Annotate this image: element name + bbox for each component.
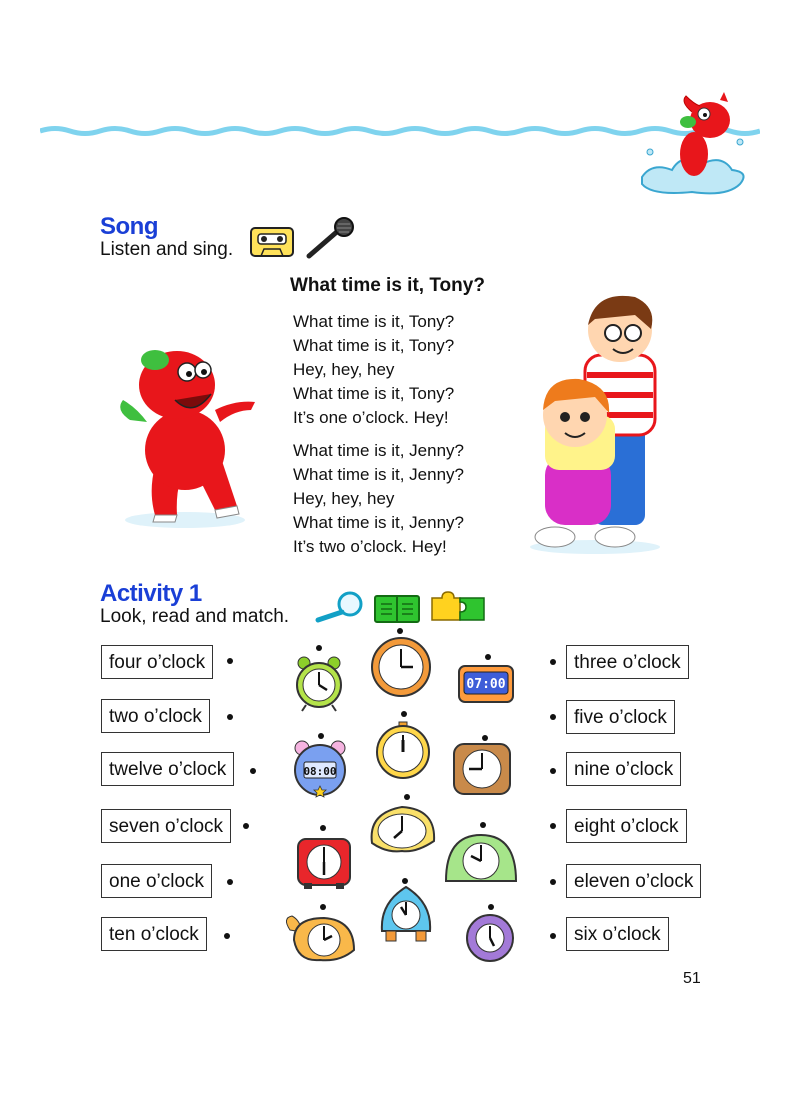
left-word-box[interactable]: ten o’clock xyxy=(101,917,207,951)
song-verse-1 xyxy=(293,310,454,430)
match-dot[interactable] xyxy=(243,823,249,829)
lyric-line: What time is it, Tony? xyxy=(293,384,455,403)
lyric-line: Hey, hey, hey xyxy=(293,489,395,508)
right-word-box[interactable]: three o’clock xyxy=(566,645,689,679)
dome-clock-icon xyxy=(442,831,520,887)
round-clock-icon xyxy=(464,912,516,964)
lyric-line: What time is it, Tony? xyxy=(293,312,455,331)
match-dot[interactable] xyxy=(404,794,410,800)
match-dot[interactable] xyxy=(224,933,230,939)
dinosaur-clock-icon xyxy=(280,910,358,966)
right-word-box[interactable]: five o’clock xyxy=(566,700,675,734)
left-word-box[interactable]: seven o’clock xyxy=(101,809,231,843)
match-dot[interactable] xyxy=(550,714,556,720)
match-dot[interactable] xyxy=(320,825,326,831)
digital-clock-time: 07:00 xyxy=(466,677,506,692)
song-instruction: Listen and sing. xyxy=(100,239,234,260)
tony-and-jenny-illustration xyxy=(515,285,665,555)
match-dot[interactable] xyxy=(550,879,556,885)
cassette-icon xyxy=(249,226,295,258)
lyric-line: Hey, hey, hey xyxy=(293,360,395,379)
match-dot[interactable] xyxy=(482,735,488,741)
match-dot[interactable] xyxy=(227,879,233,885)
song-heading: Song xyxy=(100,213,158,240)
microphone-icon xyxy=(303,216,357,260)
match-dot[interactable] xyxy=(250,768,256,774)
round-clock-icon xyxy=(375,720,431,780)
oval-clock-icon xyxy=(366,803,438,855)
book-icon xyxy=(373,594,421,624)
lyric-line: What time is it, Jenny? xyxy=(293,465,465,484)
splash-dino-illustration xyxy=(632,92,752,202)
lyric-line: It’s two o’clock. Hey! xyxy=(293,537,447,556)
song-verse-2 xyxy=(293,439,464,559)
magnifier-icon xyxy=(312,590,366,624)
left-word-box[interactable]: twelve o’clock xyxy=(101,752,234,786)
red-dinosaur-illustration xyxy=(105,330,265,530)
lyric-line: It’s one o’clock. Hey! xyxy=(293,408,449,427)
match-dot[interactable] xyxy=(485,654,491,660)
lyric-line: What time is it, Jenny? xyxy=(293,513,465,532)
right-word-box[interactable]: nine o’clock xyxy=(566,752,681,786)
lyric-line: What time is it, Jenny? xyxy=(293,441,465,460)
right-word-box[interactable]: eleven o’clock xyxy=(566,864,701,898)
activity-instruction: Look, read and match. xyxy=(100,606,290,627)
right-word-box[interactable]: eight o’clock xyxy=(566,809,687,843)
square-clock-icon xyxy=(452,742,512,796)
match-dot[interactable] xyxy=(550,768,556,774)
left-word-box[interactable]: one o’clock xyxy=(101,864,212,898)
lyric-line: What time is it, Tony? xyxy=(293,336,455,355)
match-dot[interactable] xyxy=(401,711,407,717)
box-clock-icon xyxy=(296,837,352,891)
left-word-box[interactable]: four o’clock xyxy=(101,645,213,679)
left-word-box[interactable]: two o’clock xyxy=(101,699,210,733)
match-dot[interactable] xyxy=(227,658,233,664)
round-clock-icon xyxy=(368,636,434,698)
match-dot[interactable] xyxy=(550,823,556,829)
rocket-clock-icon xyxy=(378,885,434,945)
match-dot[interactable] xyxy=(480,822,486,828)
match-dot[interactable] xyxy=(550,659,556,665)
match-dot[interactable] xyxy=(316,645,322,651)
digital-clock-time: 08:00 xyxy=(303,765,337,778)
match-dot[interactable] xyxy=(402,878,408,884)
puzzle-icon xyxy=(430,590,486,624)
match-dot[interactable] xyxy=(550,933,556,939)
match-dot[interactable] xyxy=(227,714,233,720)
digital-alarm-clock-icon xyxy=(290,738,350,800)
right-word-box[interactable]: six o’clock xyxy=(566,917,669,951)
alarm-clock-icon xyxy=(294,655,344,713)
digital-clock-icon xyxy=(457,664,515,706)
match-dot[interactable] xyxy=(488,904,494,910)
song-title: What time is it, Tony? xyxy=(290,275,485,296)
page-number: 51 xyxy=(683,970,701,987)
match-dot[interactable] xyxy=(397,628,403,634)
activity-heading: Activity 1 xyxy=(100,580,202,607)
